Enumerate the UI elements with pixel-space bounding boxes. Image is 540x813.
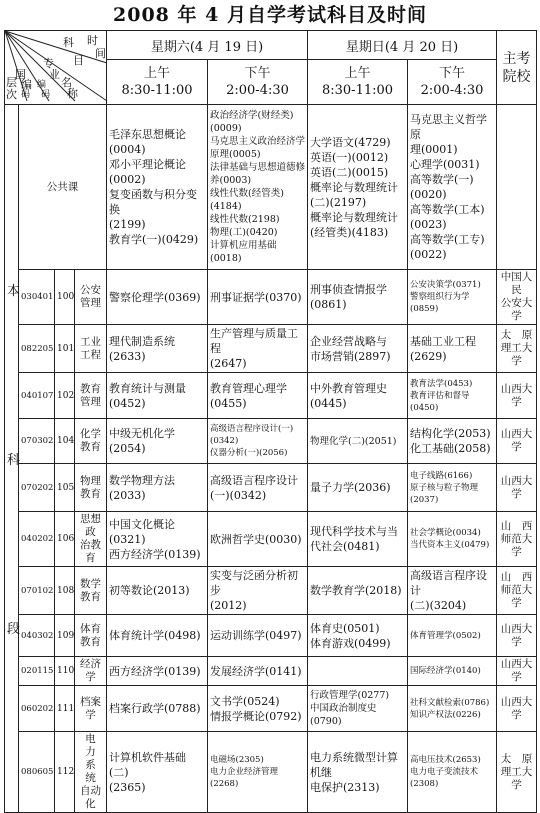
major-number: 109: [55, 615, 75, 657]
major-name: [75, 512, 107, 567]
course-line: 体育: [80, 622, 101, 635]
course-line: 高级语言程序设计: [410, 569, 488, 597]
course-line: 复变函数与积分变换: [109, 188, 197, 216]
course-line: 情报学概论(0792): [210, 709, 302, 723]
public-sat-am: [107, 105, 208, 270]
course-sun-am: [308, 373, 408, 419]
course-line: 西方经济学(0139): [109, 664, 201, 678]
slot-label: 上午: [143, 66, 170, 81]
slot-sun-pm: [408, 60, 497, 105]
corner-level-2: 次: [6, 88, 17, 101]
course-line: 山西大学: [500, 695, 533, 721]
course-sat-am: [107, 419, 208, 464]
major-row: [5, 373, 537, 419]
slot-time: 8:30-11:00: [121, 83, 193, 98]
course-line: 物理化学(二)(2051): [310, 435, 397, 447]
course-line: (0455): [210, 396, 247, 410]
course-line: 大学语文(4729): [310, 135, 391, 149]
course-line: 发展经济学(0141): [210, 664, 302, 678]
major-row: [5, 657, 537, 686]
course-line: (2199): [109, 218, 146, 231]
major-row: [5, 270, 537, 325]
course-sun-pm: [408, 732, 497, 813]
course-line: 刑事侦查情报学: [310, 283, 388, 296]
slot-label: 下午: [244, 66, 271, 81]
course-sat-pm: [208, 567, 308, 615]
course-line: 教育: [80, 382, 101, 395]
course-line: 体育史(0501): [310, 621, 380, 635]
course-sat-am: [107, 732, 208, 813]
public-sun-pm: [408, 105, 497, 270]
course-sun-am: [308, 419, 408, 464]
course-sat-am: [107, 657, 208, 686]
course-line: 企业经营战略与: [310, 334, 388, 348]
level-char: 段: [7, 622, 21, 637]
course-line: 高等数学(一): [410, 173, 474, 186]
major-row: [5, 567, 537, 615]
course-line: 概率论与数理统计: [310, 210, 399, 224]
course-line: 高等数学(工本): [410, 203, 485, 216]
course-line: 教育: [80, 487, 101, 500]
course-sat-pm: [208, 512, 308, 567]
course-line: 原理(0005): [210, 149, 261, 160]
corner-subject-2: 目: [73, 54, 84, 67]
course-line: 实变与泛函分析初步: [210, 569, 298, 597]
major-code: 070102: [19, 567, 55, 615]
exam-school: [497, 732, 537, 813]
course-line: 教育评估和督导(0450): [410, 390, 470, 413]
course-line: 当代资本主义(0479): [410, 540, 490, 550]
slot-time: 2:00-4:30: [226, 83, 289, 98]
course-sun-am: [308, 464, 408, 512]
course-sun-pm: [408, 373, 497, 419]
course-sun-pm: [408, 567, 497, 615]
major-code: 030401: [19, 270, 55, 325]
course-line: 计算机应用基础(0018): [210, 240, 277, 264]
course-line: 概率论与数理统计: [310, 180, 399, 194]
course-line: 电保护(2313): [310, 780, 380, 794]
major-number: 111: [55, 686, 75, 732]
exam-school: [497, 419, 537, 464]
course-sun-pm: [408, 464, 497, 512]
exam-school: [497, 567, 537, 615]
public-course-row: [5, 105, 537, 270]
course-line: 物理(工)(0420): [210, 227, 278, 238]
corner-name-2: 称: [67, 87, 78, 100]
header-corner: [5, 31, 107, 105]
major-number: 102: [55, 373, 75, 419]
level-cell: [5, 105, 19, 813]
course-sun-am: [308, 567, 408, 615]
major-name: [75, 419, 107, 464]
slot-time: 2:00-4:30: [420, 83, 484, 98]
course-line: 物理: [80, 474, 101, 487]
course-line: 师范大学: [500, 584, 533, 609]
course-line: (0004): [109, 143, 146, 156]
level-char: 科: [7, 453, 21, 468]
exam-school: [497, 373, 537, 419]
course-line: 数学物理方法(2033): [109, 473, 175, 502]
course-line: 化学: [80, 428, 101, 440]
course-line: 档案学: [80, 695, 101, 721]
course-sun-am: [308, 270, 408, 325]
major-number: 101: [55, 325, 75, 373]
course-sun-am: [308, 615, 408, 657]
slot-label: 上午: [344, 66, 371, 81]
course-sun-pm: [408, 512, 497, 567]
course-line: 经济学: [80, 658, 101, 683]
major-row: [5, 419, 537, 464]
course-line: 体育游戏(0499): [310, 636, 391, 650]
major-number: 108: [55, 567, 75, 615]
major-number: 106: [55, 512, 75, 567]
course-sat-pm: [208, 325, 308, 373]
exam-school: [497, 325, 537, 373]
course-line: 师范大学: [500, 532, 533, 558]
course-line: 电力企业经济管理(2268): [210, 767, 279, 789]
course-sat-am: [107, 270, 208, 325]
course-line: 教育学(一)(0429): [109, 233, 199, 246]
major-number: 104: [55, 419, 75, 464]
course-line: 刑事证据学(0370): [210, 290, 302, 304]
course-sat-am: [107, 373, 208, 419]
course-line: 公安: [80, 284, 101, 296]
course-line: (0002): [109, 173, 146, 186]
course-line: 治教育: [80, 539, 101, 564]
major-number: 105: [55, 464, 75, 512]
course-line: 计算机软件基础(二): [109, 750, 186, 779]
exam-school: [497, 657, 537, 686]
course-line: 量子力学(2036): [310, 481, 391, 494]
course-line: 邓小平理论概论: [109, 158, 186, 171]
course-sat-pm: [208, 373, 308, 419]
course-sat-pm: [208, 270, 308, 325]
corner-code-c: 编: [37, 80, 47, 90]
day-header-sunday: 星期日(4 月 20 日): [308, 31, 497, 60]
course-line: (2365): [109, 780, 146, 794]
course-line: 电 力: [85, 733, 107, 758]
course-line: 数学教育学(2018): [310, 584, 402, 597]
major-row: [5, 464, 537, 512]
course-line: 思想政: [80, 513, 101, 538]
exam-school: [497, 512, 537, 567]
course-sat-pm: [208, 686, 308, 732]
course-line: 工程: [80, 348, 101, 361]
course-line: 管理: [80, 297, 101, 309]
course-sun-pm: [408, 270, 497, 325]
course-line: 太 原: [500, 752, 533, 765]
course-line: 社会学概论(0034): [410, 528, 481, 538]
corner-code-d: 码: [41, 90, 51, 100]
public-school: [497, 105, 537, 270]
course-line: 仪器分析(一)(2056): [210, 448, 288, 458]
course-line: 高等数学(工专): [410, 233, 485, 246]
course-sat-am: [107, 464, 208, 512]
course-line: 文书学(0524): [210, 694, 280, 708]
slot-sun-am: [308, 60, 408, 105]
course-line: 教育管理心理学: [210, 381, 287, 395]
major-name: [75, 567, 107, 615]
slot-label: 下午: [439, 66, 466, 81]
slot-time: 8:30-11:00: [321, 83, 394, 98]
major-name: [75, 270, 107, 325]
course-sat-am: [107, 567, 208, 615]
major-name: [75, 615, 107, 657]
course-line: 山西大学: [500, 474, 533, 500]
course-line: 代社会(0481): [310, 540, 380, 553]
course-line: 现代科学技术与当: [310, 525, 399, 538]
course-line: 教育: [80, 590, 101, 603]
course-sat-am: [107, 615, 208, 657]
corner-level-1: 层: [6, 76, 17, 89]
course-sat-am: [107, 686, 208, 732]
course-line: (0022): [410, 248, 447, 261]
major-code: 020115: [19, 657, 55, 686]
course-line: 结构化学(2053): [410, 427, 491, 440]
major-row: [5, 686, 537, 732]
course-sat-pm: [208, 464, 308, 512]
corner-time-2: 间: [95, 47, 106, 60]
course-line: 电力系统微型计算机继: [310, 750, 399, 779]
course-line: (4184): [210, 201, 242, 212]
school-header-label: 主考院校: [502, 50, 531, 85]
course-sun-am: [308, 686, 408, 732]
course-line: 警察伦理学(0369): [109, 290, 201, 304]
exam-schedule-table: [4, 30, 537, 813]
course-line: 理代制造系统(2633): [109, 334, 175, 363]
course-sat-pm: [208, 732, 308, 813]
course-line: 工业: [80, 335, 101, 348]
course-line: 体育管理学(0502): [410, 630, 481, 641]
course-line: 运动训练学(0497): [210, 629, 302, 642]
course-line: (2647): [210, 357, 247, 370]
course-line: 西方经济学(0139): [109, 547, 201, 561]
corner-code-a: 编: [21, 78, 32, 91]
course-line: 化工基础(2058): [410, 442, 491, 455]
major-code: 080605: [19, 732, 55, 813]
level-char: 本: [7, 284, 21, 299]
corner-major-1: 专: [43, 57, 54, 70]
exam-school: [497, 686, 537, 732]
course-line: 线性代数(经管类): [210, 188, 284, 199]
course-line: 山西大学: [500, 658, 533, 683]
course-line: 管理: [80, 395, 101, 408]
corner-subject-1: 科: [63, 36, 74, 49]
major-code: 070302: [19, 419, 55, 464]
course-line: (二)(2197): [310, 195, 367, 209]
course-sun-pm: [408, 419, 497, 464]
course-sun-am: [308, 732, 408, 813]
course-line: 英语(二)(0015): [310, 165, 389, 179]
page-title: 2008 年 4 月自学考试科目及时间: [113, 4, 427, 26]
course-line: 中国文化概论(0321): [109, 517, 175, 546]
course-sat-pm: [208, 615, 308, 657]
course-sun-pm: [408, 615, 497, 657]
course-line: 高电压技术(2653): [410, 755, 481, 765]
course-line: 生产管理与质量工程: [210, 327, 298, 355]
course-line: 山 西: [500, 571, 533, 583]
course-line: 法律基础与思想道德修: [210, 162, 306, 173]
major-name: [75, 464, 107, 512]
course-line: 中级无机化学(2054): [109, 427, 175, 455]
major-code: 040302: [19, 615, 55, 657]
course-line: 电磁场(2305): [210, 755, 264, 765]
course-line: 中国人民: [500, 271, 533, 296]
course-line: 山西大学: [500, 428, 533, 453]
major-code: 082205: [19, 325, 55, 373]
course-sat-pm: [208, 657, 308, 686]
course-line: 电子线路(6166): [410, 470, 473, 481]
major-row: [5, 732, 537, 813]
course-line: 中国政治制度史(0790): [310, 703, 377, 727]
course-line: 山西大学: [500, 622, 533, 648]
course-sun-pm: [408, 686, 497, 732]
public-sun-am: [308, 105, 408, 270]
course-sun-am: [308, 657, 408, 686]
school-header: [497, 31, 537, 105]
major-row: [5, 615, 537, 657]
course-line: 初等数论(2013): [109, 584, 190, 597]
course-line: 理工大学: [500, 765, 533, 791]
major-number: 112: [55, 732, 75, 813]
major-name: [75, 657, 107, 686]
major-code: 070202: [19, 464, 55, 512]
course-line: 太 原: [500, 329, 533, 341]
major-name: [75, 732, 107, 813]
major-row: [5, 512, 537, 567]
course-line: 公安决策学(0371): [410, 280, 481, 290]
course-sun-pm: [408, 657, 497, 686]
course-line: (0445): [310, 396, 347, 410]
course-sat-am: [107, 512, 208, 567]
course-line: 知识产权法(0226): [410, 709, 481, 720]
course-sat-am: [107, 325, 208, 373]
major-code: 040202: [19, 512, 55, 567]
major-name: [75, 686, 107, 732]
course-line: (二)(3204): [410, 599, 467, 612]
course-line: 基础工业工程: [410, 334, 477, 348]
course-line: 政治经济学(财经类): [210, 110, 294, 121]
corner-time-1: 时: [87, 34, 98, 47]
course-line: 线性代数(2198): [210, 214, 280, 225]
course-line: (0020): [410, 188, 447, 201]
course-line: 高级语言程序设计: [210, 473, 298, 487]
course-line: (0009): [210, 123, 242, 134]
public-sat-pm: [208, 105, 308, 270]
corner-code-b: 码: [21, 90, 31, 100]
course-line: 马克思主义哲学原: [410, 113, 488, 141]
major-row: [5, 325, 537, 373]
course-line: 原子核与粒子物理(2037): [410, 482, 479, 505]
corner-major-2: 业: [49, 68, 60, 81]
course-line: 中外教育管理史: [310, 381, 388, 395]
course-sun-am: [308, 325, 408, 373]
course-line: 高级语言程序设计(一)(0342): [210, 424, 294, 446]
exam-school: [497, 270, 537, 325]
course-line: (一)(0342): [210, 488, 267, 502]
course-line: (0023): [410, 218, 447, 231]
slot-sat-pm: [208, 60, 308, 105]
course-line: 行政管理学(0277): [310, 690, 390, 701]
course-line: 养(0003): [210, 175, 252, 186]
course-line: 理工大学: [500, 342, 533, 367]
course-line: 欧洲哲学史(0030): [210, 532, 302, 546]
major-number: 110: [55, 657, 75, 686]
public-course-label: 公共课: [19, 105, 107, 270]
course-line: 体育统计学(0498): [109, 629, 201, 642]
corner-name-1: 名: [61, 76, 72, 89]
exam-school: [497, 615, 537, 657]
course-line: (0452): [109, 396, 146, 410]
major-code: 060202: [19, 686, 55, 732]
course-line: 毛泽东思想概论: [109, 128, 186, 141]
day-header-saturday: 星期六(4 月 19 日): [107, 31, 308, 60]
course-line: (2012): [210, 599, 247, 612]
course-line: 教育法学(0453): [410, 378, 473, 389]
corner-country: 国: [15, 68, 26, 81]
course-line: (2629): [410, 349, 447, 363]
course-sun-pm: [408, 325, 497, 373]
course-line: 山 西: [500, 519, 533, 532]
course-line: 数学: [80, 577, 101, 590]
course-line: 系 统: [85, 759, 107, 784]
course-line: 档案行政学(0788): [109, 702, 201, 715]
course-line: 理(0001): [410, 143, 458, 156]
course-line: 社科文献检索(0786): [410, 697, 490, 708]
course-line: 电力电子变流技术(2308): [410, 767, 479, 789]
course-line: 警察组织行为学(0859): [410, 292, 470, 314]
course-line: (0861): [310, 298, 347, 311]
course-sat-pm: [208, 419, 308, 464]
slot-sat-am: [107, 60, 208, 105]
course-line: 教育: [80, 635, 101, 648]
course-line: 公安大学: [500, 297, 533, 322]
major-number: 100: [55, 270, 75, 325]
major-name: [75, 373, 107, 419]
major-code: 040107: [19, 373, 55, 419]
course-line: 英语(一)(0012): [310, 150, 389, 164]
course-sun-am: [308, 512, 408, 567]
course-line: (经管类)(4183): [310, 225, 389, 239]
course-line: 自动化: [80, 785, 101, 810]
course-line: 教育: [80, 441, 101, 453]
course-line: 马克思主义政治经济学: [210, 136, 306, 147]
course-line: 市场营销(2897): [310, 349, 391, 363]
course-line: 国际经济学(0140): [410, 666, 481, 676]
major-name: [75, 325, 107, 373]
course-line: 教育统计与测量: [109, 381, 186, 395]
course-line: 心理学(0031): [410, 158, 480, 171]
course-line: 山西大学: [500, 382, 533, 408]
exam-school: [497, 464, 537, 512]
